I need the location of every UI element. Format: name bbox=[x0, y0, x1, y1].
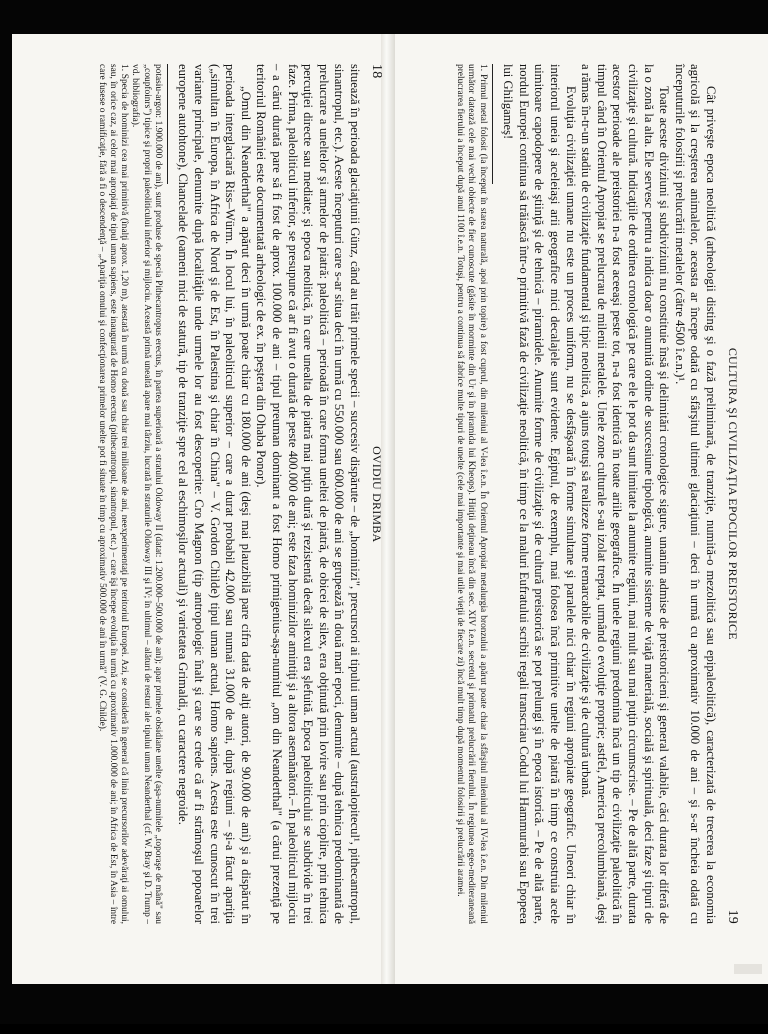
right-footnote-rule bbox=[492, 64, 493, 184]
right-footnotes bbox=[454, 64, 488, 924]
left-footnotes bbox=[96, 64, 163, 924]
right-running-title: CULTURA ŞI CIVILIZAŢIA EPOCILOR PREISTORICE bbox=[726, 347, 740, 640]
left-page-number: 18 bbox=[369, 64, 384, 79]
right-page bbox=[380, 10, 752, 1034]
left-footnote-continued: potasiu-argon: 1.900.000 de ani), sunt produse de specia Pithecantropus erectus, în partea superioară a stratului Oldoway II (datat: 1.200.000–500.000 de ani); apar primele obsidiane unelte (aşa-numitele „toporaşe de mână" sau „coupfoinrs") tipice şi proprii paleoliticului inferior şi mijlociu. Această primă unealtă apare mai târziu, lucrată în straturile Oldoway III şi IV; în ultimul – alături de resturi ale tipului uman Neanderthal (cf. W. Bray şi D. Trump – vd. bibliografia). bbox=[130, 64, 163, 924]
left-body-text bbox=[175, 64, 362, 924]
left-paragraph-1: situează în perioada glaciaţiunii Günz, când au trăit primele specii – succesiv dispărute – de „hominizi", precursori ai tipului uman actual (australopitecul¹, pithecantropul, sinantropul, etc.). Aceste începuturi care s-ar situa deci în urmă cu 550.000 sau 600.000 de ani se grupează în două mari epoci, denumite – după tehnica predominantă de prelucrare a uneltelor şi armelor de piatră: paleolitică – perioadă în care forma uneltei de piatră, de obicei de silex, era obţinută prin lovire sau prin cioplire, prin tehnica percuţiei directe sau mediate; şi epoca neolitică, în care unealta de piatră mai puţin dură şi rezistentă decât silexul era şlefuită. Epoca paleoliticului se subdivide în trei faze. Prima, paleoliticul inferior, se presupune că ar fi avut o durată de peste 400.000 de ani; este faza hominizilor amintiţi şi a altora asemănători.– În paleoliticul mijlociu – a cărui durată pare să fi fost de aprox. 100.000 de ani – tipul preuman dominant a fost Homo primigenius-așa-numitul „om din Neanderthal" (a cărui prezenţă pe teritoriul României este documentată arheologic de ex. în peştera din Ohaba Ponor). bbox=[254, 64, 362, 924]
right-body-text bbox=[500, 64, 718, 924]
right-footnote-1: 1. Primul metal folosit (la început în starea naturală, apoi prin topire) a fost cuprul, din mileniul al V-lea î.e.n. În Orientul Apropiat metalurgia bronzului a apărut poate chiar la sfârşitul mileniului al IV-lea î.e.n. Din mileniul următor datează cele mai vechi obiecte de fier cunoscute (găsite în morminte din Ur şi în piramida lui Kheops). Hitiţii deţineau încă din sec. XIV î.e.n. secretul şi primatul prelucrării fierului. În regiunea egeo-mediteraneană prelucrarea fierului a început după anul 1100 î.e.n. Totuşi, pentru a continua să fabrice multe tipuri de unelte (cele mai importante şi mai utile vieţii de fiecare zi) încă mult timp după momentul folosirii şi prelucrării aramei. bbox=[455, 64, 488, 924]
right-paragraph-3: Evoluţia civilizaţiei umane nu este un proces uniform, nu se desfăşoară în forme simultane şi paralele nici chiar în regiuni apropiate geografic. Uneori chiar în interiorul uneia şi aceleiaşi arii geografice mici decalajele sunt evidente. Egiptul, de exemplu, mai folosea încă primitive unelte de piatră în timp ce construia acele uimitoare capodopere de ştiinţă şi de tehnică – piramidele. Anumite forme de civilizaţie şi de cultură preistorică se pot prelungi şi în epoca istorică. – Pe de altă parte, nordul Europei continua să trăiască într-o primitivă fază de civilizaţie neolitică, în timp ce la maluri Eufratului scribii regali transcriau Codul lui Hammurabi sau Epopeea lui Ghilgameş! bbox=[501, 64, 578, 924]
left-footnote-rule bbox=[167, 64, 168, 184]
right-paragraph-2: Toate aceste diviziuni şi subdiviziuni nu constituie însă şi delimitări cronologice sigure, unanim admise de preistoricieni şi general valabile, căci durata lor diferă de la o zonă la alta. Ele servesc pentru a indica doar o anumită ordine de succesiune tipologică, anumite sisteme de viaţă materială, socială şi spirituală, deci faze şi tipuri de civilizaţie şi cultură. Indicaţiile de ordinea cronologică pe care ele le pot da sunt limitate la anumite regiuni, mai mult sau mai puţin circumscrise. – Pe de altă parte, durata acestor perioade ale preistoriei n-a fost aceeaşi peste tot, n-a fost identică în toate ariile geografice. În unele regiuni predomina încă un tip de civilizaţie paleolitică în timpul când în Orientul Apropiat se prelucrau de milenii metalele. Unele zone culturale s-au izolat treptat, urmând o evoluţie proprie; astfel, America precolumbiană, deşi a rămas în-tr-un stadiu de civilizaţie fundamental şi tipic neolitică, a ajuns totuşi să realizeze forme remarcabile de civilizaţie şi de cultură urbană. bbox=[579, 64, 672, 924]
right-page-number: 19 bbox=[725, 909, 740, 924]
right-paragraph-1: Cât priveşte epoca neolitică (arheologii disting şi o fază preliminară, de tranziţie, numită-o mezolitică sau epipaleolitică), caracterizată de trecerea la economia agricolă şi la creşterea animalelor, aceasta ar începe odată cu sfârşitul ultimei glaciaţiuni – deci în urmă cu aproximativ 10.000 de ani – şi s-ar încheia odată cu începuturile folosirii şi prelucrării metalelor (către 4500 î.e.n.)¹. bbox=[672, 64, 718, 924]
right-running-head bbox=[718, 64, 742, 924]
left-footnote-1: 1. Specia de hominizi cea mai primitivă (înalţi aprox. 1,20 m), atestată în urmă cu două sau chiar trei milioane de ani, neexperimentaţi pe teritoriul Europei. Azi, se consideră în general că linia precursorilor adevăraţi ai omului, sau, în orice caz, ai celor mai apropiaţi de tipul uman sapiens, este inaugurată de Homo erectus (pithecantropul, sinantropul, etc.) – care îşi începe evoluţia în urmă cu aproximativ 1.000.000 de ani; în Africa de Est, în Asia – între care fusese o ramificaţie, fără a fi o descendenţă – „Apariţia omului şi confecţionarea primelor unelte pot fi situate în timp cu aproximativ 500.000 de ani în urmă" (V. G. Childe). bbox=[96, 64, 130, 924]
left-running-title: OVIDIU DRIMBA bbox=[370, 446, 384, 543]
left-paragraph-2: „Omul din Neanderthal" a apărut deci în urmă poate chiar cu 180.000 de ani (deşi mai plauzibilă pare cifra dată de alţi autori, de 90.000 de ani) şi a dispărut în perioada interglaciară Riss–Würm. În locul lui, în paleoliticul superior – care a durat probabil 42.000 sau numai 31.000 de ani, după regiuni – şi-a făcut apariţia („simultan în Europa, în Africa de Nord şi de Est, în Palestina şi chiar în China" – V. Gordon Childe) tipul uman actual, Homo sapiens. Acesta este cunoscut în trei variante principale, denumite după localităţile unde urmele lor au fost descoperite: Cro Magnon (tip antropologic înalt şi care se crede că ar fi strămoşul popoarelor europene autohtone), Chancelade (oameni mici de statură, tip de tranziţie spre cel al eschimoşilor actuali) şi varietatea Grimaldi, cu caractere negroide. bbox=[176, 64, 253, 924]
left-page bbox=[24, 10, 396, 1034]
